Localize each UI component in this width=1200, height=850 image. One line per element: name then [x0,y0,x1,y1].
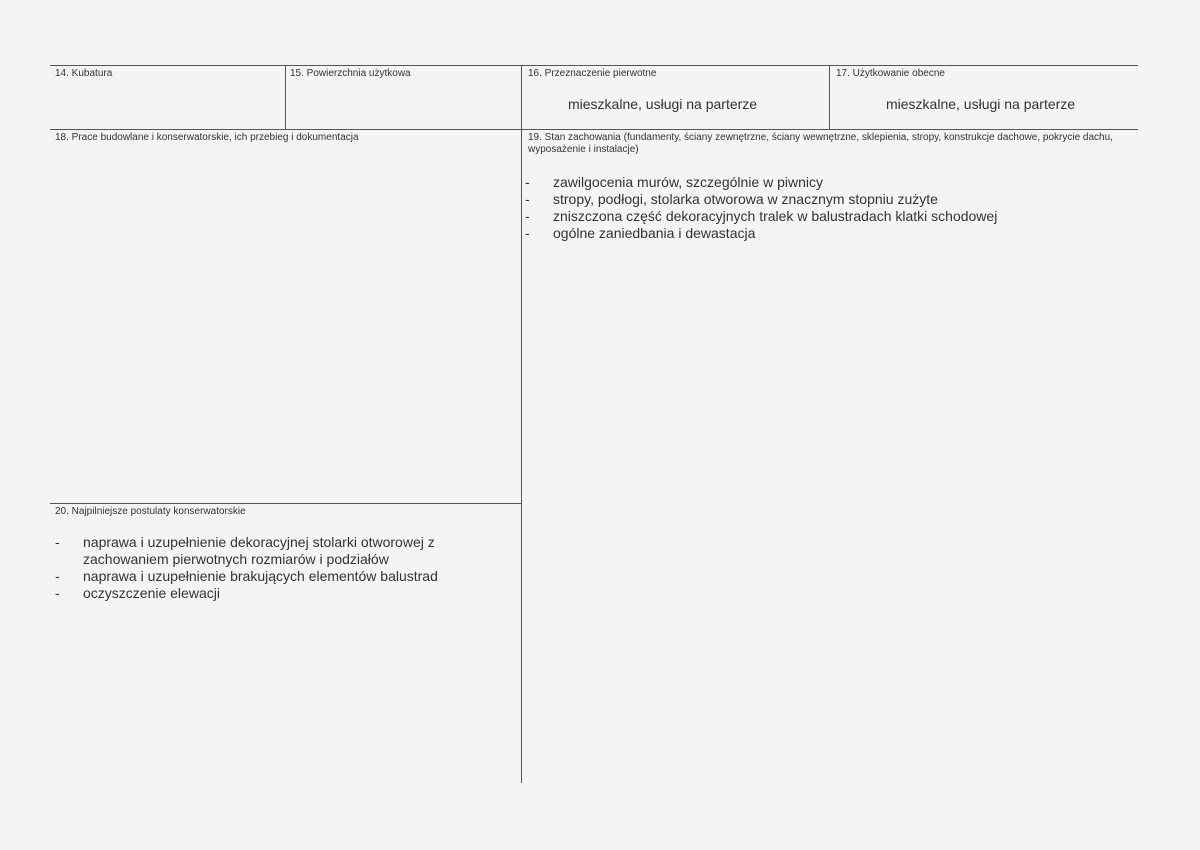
list-item [523,191,1123,208]
list-item-text: naprawa i uzupełnienie brakujących elementów balustrad [83,568,438,584]
col-divider-3 [829,65,830,129]
row-divider-2 [50,503,521,504]
list-item-text: zniszczona część dekoracyjnych tralek w balustradach klatki schodowej [553,208,998,224]
list-item [523,208,1123,225]
field-15-label: 15. Powierzchnia użytkowa [290,68,411,79]
field-18-label: 18. Prace budowlane i konserwatorskie, ich przebieg i dokumentacja [55,132,359,143]
bullet-dash: - [525,191,530,207]
bullet-dash: - [525,174,530,190]
field-17-value: mieszkalne, usługi na parterze [886,96,1076,112]
row-divider-1 [50,129,1138,130]
bullet-dash: - [55,534,60,550]
list-item-text: oczyszczenie elewacji [83,585,220,601]
field-14-label: 14. Kubatura [55,68,113,79]
list-item-text: naprawa i uzupełnienie dekoracyjnej stolarki otworowej z zachowaniem pierwotnych rozmiarów i podziałów [83,534,435,567]
top-border [50,65,1138,66]
list-item [523,225,1123,242]
bullet-dash: - [525,208,530,224]
field-19-label: 19. Stan zachowania (fundamenty, ściany zewnętrzne, ściany wewnętrzne, sklepienia, stropy, konstrukcje dachowe, pokrycie dachu, wyposażenie i instalacje) [528,132,1113,155]
list-item-text: stropy, podłogi, stolarka otworowa w znacznym stopniu zużyte [553,191,938,207]
field-19-list [523,174,1123,242]
list-item [523,174,1123,191]
list-item [53,585,463,602]
col-divider-2 [521,65,522,783]
list-item [53,568,463,585]
list-item-text: zawilgocenia murów, szczególnie w piwnicy [553,174,824,190]
field-20-list [53,534,463,602]
field-16-value: mieszkalne, usługi na parterze [568,96,758,112]
bullet-dash: - [525,225,530,241]
field-20-label: 20. Najpilniejsze postulaty konserwatorskie [55,506,246,517]
bullet-dash: - [55,585,60,601]
list-item-text: ogólne zaniedbania i dewastacja [553,225,756,241]
list-item [53,534,463,568]
col-divider-1 [285,65,286,129]
field-16-label: 16. Przeznaczenie pierwotne [528,68,657,79]
bullet-dash: - [55,568,60,584]
field-17-label: 17. Użytkowanie obecne [836,68,945,79]
